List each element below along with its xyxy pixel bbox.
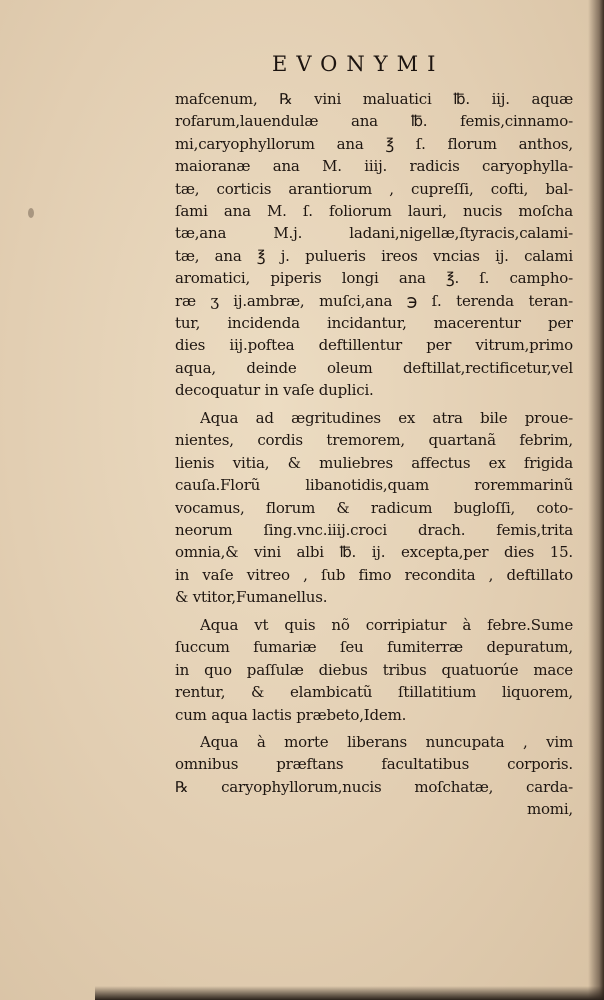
text-line: mafcenum, ℞ vini maluatici ℔. iij. aquæ (175, 90, 573, 108)
text-line: in quo paſſulæ diebus tribus quatuorúe mace (175, 660, 573, 679)
page-edge-shadow (588, 0, 604, 1000)
text-line: rentur, & elambicatũ ſtillatitium liquorem, (175, 683, 573, 702)
text-line: neorum ſing.vnc.iiij.croci drach. femis,trita (175, 521, 573, 539)
paragraph-start-line: Aqua ad ægritudines ex atra bile proue- (200, 409, 573, 427)
text-line: maioranæ ana M. iiij. radicis caryophylla- (175, 157, 573, 176)
running-head: EVONYMI (272, 52, 445, 76)
text-line: ℞ caryophyllorum,nucis moſchatæ, carda- (175, 777, 573, 796)
text-line: rofarum,lauendulæ ana ℔. femis,cinnamo- (175, 112, 573, 131)
text-line: dies iij.poftea deftillentur per vitrum,primo (175, 336, 573, 355)
paragraph-start-line: Aqua à morte liberans nuncupata , vim (200, 733, 573, 751)
text-line: decoquatur in vaſe duplici. (175, 381, 374, 400)
text-line: cum aqua lactis præbeto,Idem. (175, 705, 407, 724)
paragraph-start-line: Aqua vt quis nõ corripiatur à febre.Sume (200, 616, 573, 634)
text-line: nientes, cordis tremorem, quartanã febrim, (175, 431, 573, 450)
page-bottom-shadow (95, 986, 604, 1000)
ink-spot (28, 208, 34, 218)
text-line: mi,caryophyllorum ana ℥ ſ. florum anthos, (175, 134, 573, 153)
text-line: aqua, deinde oleum deftillat,rectificetur,vel (175, 358, 573, 377)
text-line: tur, incidenda incidantur, macerentur per (175, 314, 573, 332)
text-line: in vaſe vitreo , ſub fimo recondita , deftillato (175, 565, 573, 584)
text-line: tæ, corticis arantiorum , cupreſſi, cofti, bal- (175, 179, 573, 198)
text-line: tæ, ana ℥ j. pulueris ireos vncias ij. calami (175, 246, 573, 265)
text-line: tæ,ana M.j. ladani,nigellæ,ſtyracis,calami- (175, 224, 573, 243)
catchword: momi, (526, 800, 573, 819)
text-line: omnia,& vini albi ℔. ij. excepta,per dies 15. (175, 543, 573, 562)
text-line: vocamus, florum & radicum bugloſſi, coto- (175, 498, 573, 517)
text-line: lienis vitia, & muliebres affectus ex frigida (175, 453, 573, 472)
text-line: omnibus præftans facultatibus corporis. (175, 755, 573, 774)
text-line: ſami ana M. ſ. foliorum lauri, nucis moſcha (175, 202, 573, 220)
text-line: ſuccum fumariæ ſeu fumiterræ depuratum, (175, 638, 573, 657)
text-line: & vtitor,Fumanellus. (175, 588, 328, 607)
text-line: aromatici, piperis longi ana ℥. ſ. campho- (175, 269, 573, 288)
text-line: cauſa.Florũ libanotidis,quam roremmarinũ (175, 476, 573, 495)
text-line: ræ ʒ ij.ambræ, muſci,ana ℈ ſ. terenda teran- (175, 291, 573, 310)
